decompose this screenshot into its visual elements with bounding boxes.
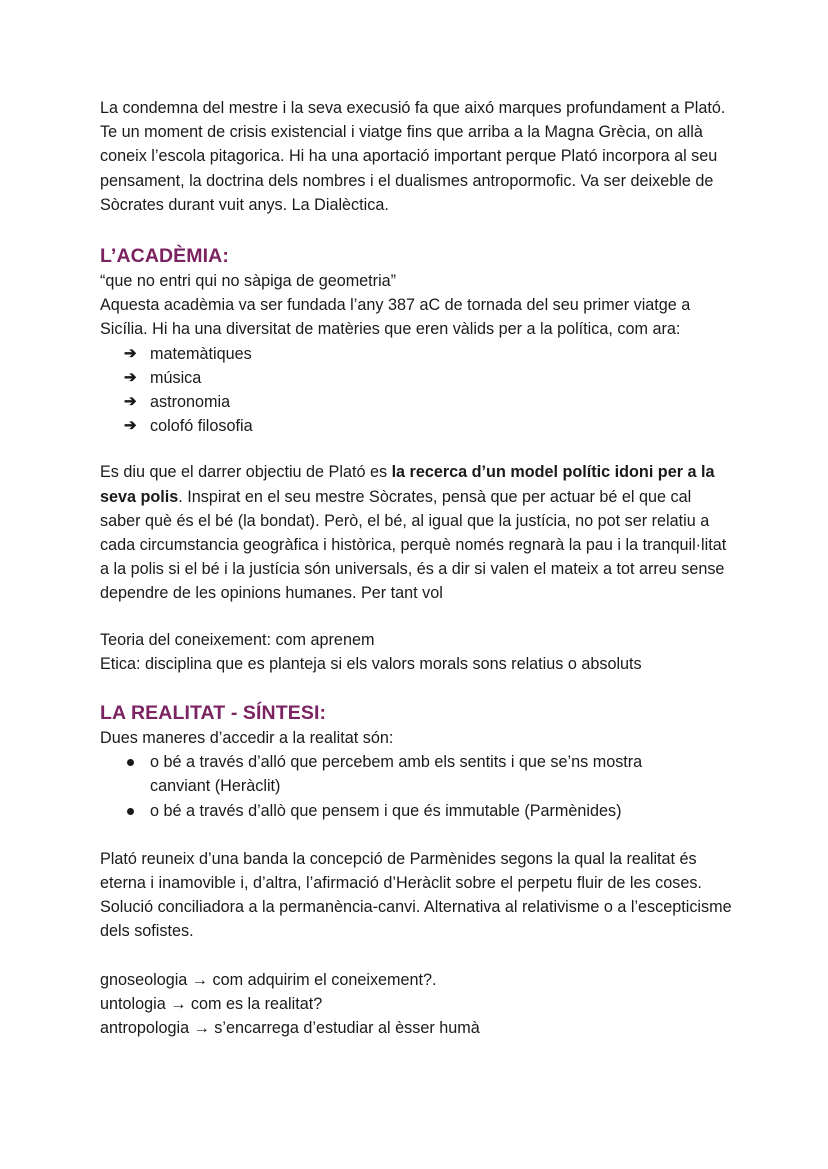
academia-quote: “que no entri qui no sàpiga de geometria” — [100, 272, 397, 291]
realitat-intro: Dues maneres d’accedir a la realitat són: — [100, 729, 394, 748]
document-content — [100, 96, 740, 1040]
intro-paragraph: La condemna del mestre i la seva execusió fa que aixó marques profundament a Plató. Te un moment de crisis existencial i viatge fins que arriba a la Magna Grècia, on allà coneix l’escola pitagorica. Hi ha una aportació important perque Plató incorpora al seu pensament, la doctrina dels nombres i el dualismes antropormofic. Va ser deixeble de Sòcrates durant vuit anys. La Dialèctica. — [100, 99, 726, 214]
definition-line: Etica: disciplina que es planteja si els valors morals sons relatius o absoluts — [100, 654, 642, 673]
arrow-icon: ➔ — [124, 368, 137, 386]
realitat-heading: LA REALITAT - SÍNTESI: — [100, 702, 327, 725]
arrow-icon: ➔ — [124, 417, 137, 435]
synthesis-paragraph: Plató reuneix d’una banda la concepció de Parmènides segons la qual la realitat és eterna i inamovible i, d’altra, l’afirmació d’Heràclit sobre el perpetu fluir de les coses. Solució conciliadora a la permanència-canvi. Alternativa al relativisme o a l’escepticisme dels sofistes. — [100, 849, 732, 941]
bullet-icon — [127, 759, 134, 766]
term-line: antropologia → s’encarrega d’estudiar al èsser humà — [100, 1019, 480, 1038]
arrow-icon: ➔ — [124, 393, 137, 411]
academia-heading: L’ACADÈMIA: — [100, 245, 229, 268]
academia-paragraph: Aquesta acadèmia va ser fundada l’any 387 aC de tornada del seu primer viatge a Sicília. Hi ha una diversitat de matèries que eren vàlids per a la política, com ara: — [100, 296, 691, 339]
definition-line: Teoria del coneixement: com aprenem — [100, 630, 375, 649]
list-item: o bé a través d’alló que percebem amb els sentits i que se’ns mostra canviant (Heràclit) — [100, 750, 740, 798]
bullet-icon — [127, 808, 134, 815]
list-item: ➔ colofó filosofia — [100, 414, 740, 438]
list-item: ➔ matemàtiques — [100, 342, 740, 366]
objective-paragraph: Es diu que el darrer objectiu de Plató es la recerca d’un model polític idoni per a la seva polis. Inspirat en el seu mestre Sòcrates, pensà que per actuar bé el que cal saber què és el bé (la bondat). Però, el bé, al igual que la justícia, no pot ser relatiu a cada circumstancia geogràfica i històrica, perquè només regnarà la pau i la tranquil·litat a la polis si el bé i la justícia són universals, és a dir si valen el mateix a tot arreu sense dependre de les opinions humanes. Per tant vol — [100, 463, 727, 603]
subjects-list — [100, 342, 740, 439]
term-line: untologia → com es la realitat? — [100, 994, 323, 1013]
objective-highlight: la recerca d’un model polític idoni per a la seva polis — [100, 463, 715, 506]
list-item: ➔ astronomia — [100, 390, 740, 414]
realitat-list — [100, 750, 740, 823]
arrow-icon: ➔ — [124, 344, 137, 362]
list-item: ➔ música — [100, 366, 740, 390]
list-item: o bé a través d’allò que pensem i que és immutable (Parmènides) — [100, 799, 740, 823]
term-line: gnoseologia → com adquirim el coneixement?. — [100, 970, 437, 989]
